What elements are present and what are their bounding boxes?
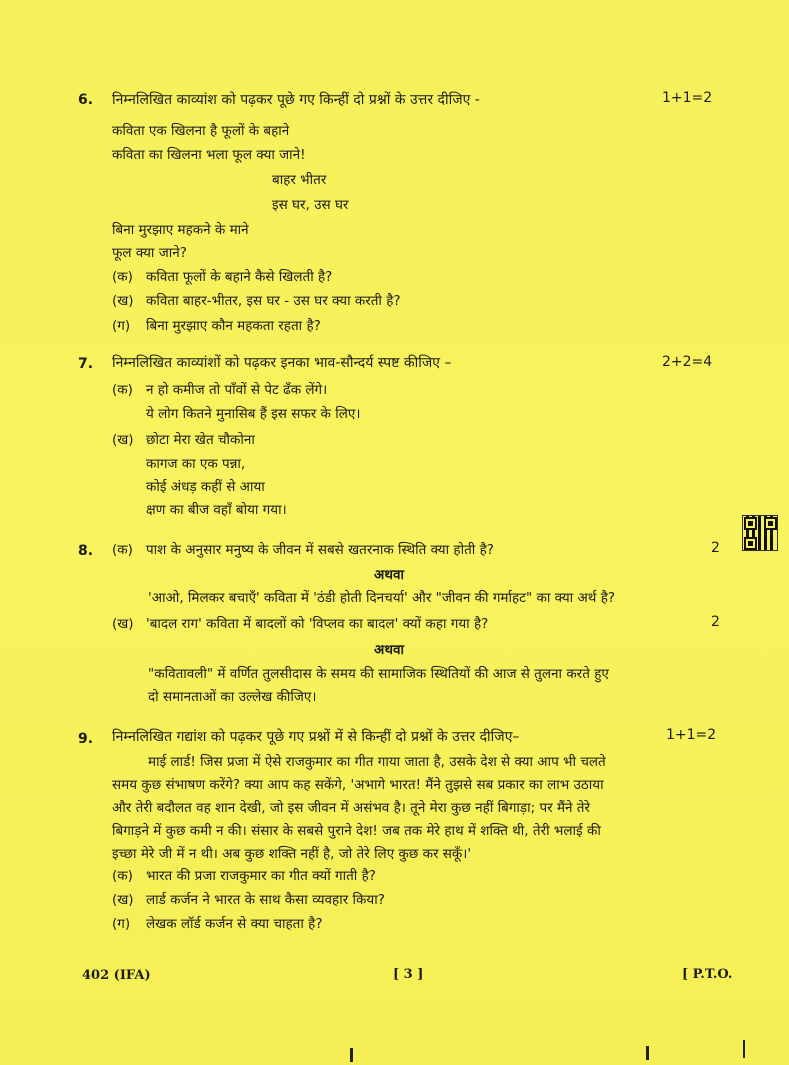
q9-sub-label: (ग) bbox=[112, 916, 131, 932]
question-7-marks: 2+2=4 bbox=[662, 354, 713, 370]
q7-b-line: छोटा मेरा खेत चौकोना bbox=[146, 432, 255, 448]
question-8-number: 8. bbox=[78, 543, 94, 559]
q8-b-label: (ख) bbox=[112, 616, 134, 632]
q9-passage-line: और तेरी बदौलत वह शान देखी, जो इस जीवन में असंभव है। तूने मेरा कुछ नहीं बिगाड़ा; पर मैंने तेरे bbox=[112, 800, 591, 816]
q9-passage-line: माई लार्ड! जिस प्रजा में ऐसे राजकुमार का गीत गाया जाता है, उसके देश से क्या आप भी चलते bbox=[148, 754, 606, 770]
q9-passage-line: बिगाड़ने में कुछ कमी न की। संसार के सबसे पुराने देश! जब तक मेरे हाथ में शक्ति थी, तेरी भलाई की bbox=[112, 823, 601, 839]
q6-sub-label: (ख) bbox=[112, 293, 134, 309]
q6-sub-text: कविता बाहर-भीतर, इस घर - उस घर क्या करती है? bbox=[146, 293, 401, 309]
q6-poem-line: फूल क्या जाने? bbox=[112, 245, 187, 261]
question-7-number: 7. bbox=[78, 356, 94, 372]
question-9-number: 9. bbox=[78, 731, 94, 747]
q7-a-label: (क) bbox=[112, 382, 133, 398]
q9-sub-text: लार्ड कर्जन ने भारत के साथ कैसा व्यवहार किया? bbox=[146, 892, 385, 908]
q8-or-2: अथवा bbox=[374, 642, 404, 658]
q9-passage-line: इच्छा मेरे जी में न थी। अब कुछ शक्ति नहीं है, जो तेरे लिए कुछ कर सकूँ।' bbox=[112, 846, 472, 862]
q9-sub-label: (ख) bbox=[112, 892, 134, 908]
question-9-stem: निम्नलिखित गद्यांश को पढ़कर पूछे गए प्रश्नों में से किन्हीं दो प्रश्नों के उत्तर दीजिए– bbox=[112, 729, 520, 745]
q8-a-alternative: 'आओ, मिलकर बचाएँ' कविता में 'ठंडी होती दिनचर्या' और "जीवन की गर्माहट" का क्या अर्थ है? bbox=[148, 590, 616, 606]
q8-a-marks: 2 bbox=[711, 540, 720, 556]
q8-b-alternative: "कवितावली" में वर्णित तुलसीदास के समय की सामाजिक स्थितियों की आज से तुलना करते हुए bbox=[148, 666, 609, 682]
q6-sub-text: बिना मुरझाए कौन महकता रहता है? bbox=[146, 318, 321, 334]
question-6-number: 6. bbox=[78, 92, 94, 108]
q8-b-alternative: दो समानताओं का उल्लेख कीजिए। bbox=[148, 689, 317, 705]
q8-or-1: अथवा bbox=[374, 567, 404, 583]
q9-sub-text: लेखक लॉर्ड कर्जन से क्या चाहता है? bbox=[146, 916, 323, 932]
q6-poem-line: इस घर, उस घर bbox=[272, 197, 349, 213]
q7-b-line: क्षण का बीज वहाँ बोया गया। bbox=[146, 502, 287, 518]
q6-poem-line: कविता एक खिलना है फूलों के बहाने bbox=[112, 123, 290, 139]
question-6-stem: निम्नलिखित काव्यांश को पढ़कर पूछे गए किन्हीं दो प्रश्नों के उत्तर दीजिए - bbox=[112, 92, 480, 108]
q7-b-line: कोई अंधड़ कहीं से आया bbox=[146, 479, 265, 495]
q9-passage-line: समय कुछ संभाषण करेंगे? क्या आप कह सकेंगे, 'अभागे भारत! मैंने तुझसे सब प्रकार का लाभ उठाया bbox=[112, 777, 604, 793]
question-6-marks: 1+1=2 bbox=[662, 90, 713, 106]
paper-code: 402 (IFA) bbox=[82, 968, 151, 983]
scan-mark bbox=[743, 1040, 745, 1058]
q8-a-label: (क) bbox=[112, 542, 133, 558]
scan-mark bbox=[350, 1048, 353, 1062]
q6-sub-label: (क) bbox=[112, 269, 133, 285]
question-7-stem: निम्नलिखित काव्यांशों को पढ़कर इनका भाव-सौन्दर्य स्पष्ट कीजिए – bbox=[112, 355, 452, 371]
q9-sub-label: (क) bbox=[112, 868, 133, 884]
q6-sub-text: कविता फूलों के बहाने कैसे खिलती है? bbox=[146, 269, 333, 285]
page-number: [ 3 ] bbox=[393, 967, 424, 982]
question-9-marks: 1+1=2 bbox=[666, 727, 717, 743]
scan-mark bbox=[646, 1046, 649, 1060]
q8-a-text: पाश के अनुसार मनुष्य के जीवन में सबसे खतरनाक स्थिति क्या होती है? bbox=[146, 542, 494, 558]
q7-a-line: ये लोग कितने मुनासिब हैं इस सफर के लिए। bbox=[146, 406, 361, 422]
q7-b-line: कागज का एक पन्ना, bbox=[146, 456, 246, 472]
q6-poem-line: बिना मुरझाए महकने के माने bbox=[112, 222, 249, 238]
q8-b-text: 'बादल राग' कविता में बादलों को 'विप्लव का बादल' क्यों कहा गया है? bbox=[146, 616, 489, 632]
q7-b-label: (ख) bbox=[112, 432, 134, 448]
qr-code bbox=[742, 515, 778, 551]
q6-sub-label: (ग) bbox=[112, 318, 131, 334]
pto-label: [ P.T.O. bbox=[682, 967, 733, 982]
q8-b-marks: 2 bbox=[711, 614, 720, 630]
q6-poem-line: बाहर भीतर bbox=[272, 172, 327, 188]
q6-poem-line: कविता का खिलना भला फूल क्या जाने! bbox=[112, 147, 306, 163]
q9-sub-text: भारत की प्रजा राजकुमार का गीत क्यों गाती है? bbox=[146, 868, 376, 884]
q7-a-line: न हो कमीज तो पाँवों से पेट ढँक लेंगे। bbox=[146, 382, 328, 398]
